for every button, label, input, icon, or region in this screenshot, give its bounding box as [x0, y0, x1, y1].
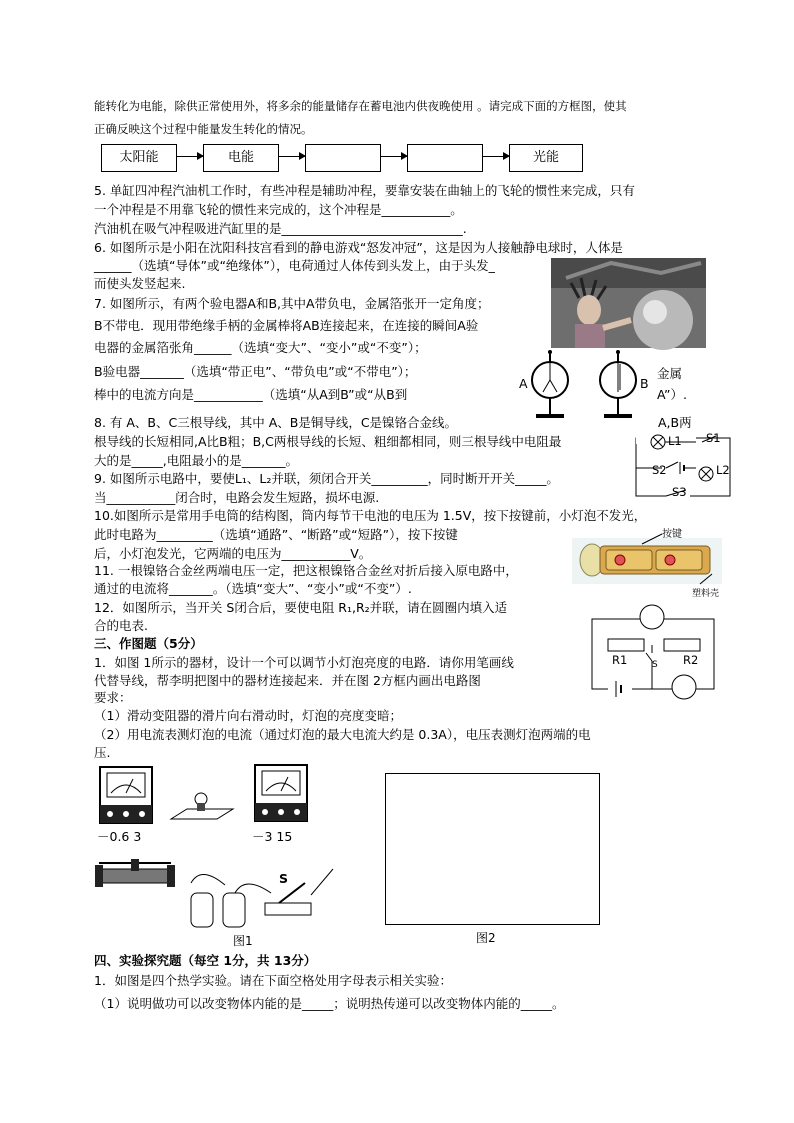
sec3-line-6: 压.	[94, 745, 111, 760]
flow-arrow-3	[380, 156, 407, 157]
flow-box-blank-2[interactable]	[407, 144, 483, 172]
q9-s1-label: S1	[706, 431, 721, 445]
q8-line-1-right: A,B两	[658, 415, 692, 430]
switch-s-label: S	[279, 871, 289, 886]
q7-line-2: B不带电．现用带绝缘手柄的金属棒将AB连接起来，在连接的瞬间A验	[94, 318, 479, 333]
sec3-line-5: （2）用电流表测灯泡的电流（通过灯泡的最大电流大约是 0.3A），电压表测灯泡两端的电	[94, 727, 591, 742]
q5-line-3: 汽油机在吸气冲程吸进汽缸里的是_____________________________.	[94, 221, 467, 236]
q8-line-1: 8. 有 A、B、C三根导线，其中 A、B是铜导线，C是镍铬合金线。	[94, 415, 458, 430]
q9-l1-label: L1	[668, 434, 682, 448]
q5-line-1: 5. 单缸四冲程汽油机工作时，有些冲程是辅助冲程，要靠安装在曲轴上的飞轮的惯性来完成，只有	[94, 183, 635, 198]
q7-line-4: B验电器_______（选填“带正电”、“带负电”或“不带电”）；	[94, 364, 417, 379]
q7-line-1: 7. 如图所示，有两个验电器A和B,其中A带负电，金属箔张开一定角度；	[94, 296, 490, 311]
intro-line-2: 正确反映这个过程中能量发生转化的情况。	[94, 122, 313, 136]
flashlight-figure	[572, 528, 722, 588]
q12-r2-label: R2	[683, 653, 699, 667]
electroscopes-figure	[530, 350, 650, 422]
sec4-line-1: 1．如图是四个热学实验。请在下面空格处用字母表示相关实验：	[94, 973, 452, 988]
intro-line-1: 能转化为电能，除供正常使用外，将多余的能量储存在蓄电池内供夜晚使用 。请完成下面的方框图，使其	[94, 99, 627, 113]
q12-line-2: 合的电表.	[94, 618, 148, 633]
q11-line-2: 通过的电流将_______。（选填“变大”、“变小”或“不变”）.	[94, 581, 412, 596]
q11-line-1: 11. 一根镍铬合金丝两端电压一定，把这根镍铬合金丝对折后接入原电路中，	[94, 563, 518, 578]
sec3-line-3: 要求：	[94, 690, 132, 705]
q5-line-2: 一个冲程是不用靠飞轮的惯性来完成的，这个冲程是___________。	[94, 202, 463, 217]
flow-arrow-1	[176, 156, 203, 157]
q9-l2-label: L2	[716, 463, 730, 477]
electroscope-b-label: B	[640, 376, 649, 391]
figure-2-drawing-box[interactable]	[385, 773, 600, 925]
flow-box-electric: 电能	[203, 144, 279, 172]
static-ball-photo	[551, 258, 706, 348]
ammeter-terminals: －0.6 3	[97, 829, 142, 844]
q9-line-2: 当___________闭合时，电路会发生短路，损坏电源.	[94, 490, 380, 505]
sec4-line-2: （1）说明做功可以改变物体内能的是_____；说明热传递可以改变物体内能的_____。	[94, 996, 565, 1011]
electroscope-a-label: A	[519, 376, 528, 391]
figure-1-caption: 图1	[233, 934, 253, 948]
q7-tail: A”）.	[657, 387, 687, 402]
q6-line-3: 而使头发竖起来.	[94, 276, 186, 291]
section-3-title: 三、作图题（5分）	[94, 636, 203, 651]
sec3-line-4: （1）滑动变阻器的滑片向右滑动时，灯泡的亮度变暗；	[94, 708, 402, 723]
q9-s2-label: S2	[652, 463, 667, 477]
q8-line-2: 根导线的长短相同,A比B粗；B,C两根导线的长短、粗细都相同，则三根导线中电阻最	[94, 434, 562, 449]
q7-line-5: 棒中的电流方向是___________（选填“从A到B”或“从B到	[94, 387, 408, 402]
q12-r1-label: R1	[612, 653, 628, 667]
flow-box-light: 光能	[509, 144, 583, 172]
q8-line-3: 大的是_____,电阻最小的是_______。	[94, 453, 298, 468]
flashlight-key-label: 按键	[662, 529, 682, 540]
q10-line-1: 10.如图所示是常用手电筒的结构图，筒内每节干电池的电压为 1.5V，按下按键前，小灯泡不发光，	[94, 508, 647, 523]
sec3-line-1: 1．如图 1所示的器材，设计一个可以调节小灯泡亮度的电路．请你用笔画线	[94, 655, 514, 670]
q6-line-1: 6. 如图所示是小阳在沈阳科技宫看到的静电游戏“怒发冲冠”，这是因为人接触静电球时，人体是	[94, 240, 623, 255]
voltmeter-terminals: －3 15	[252, 829, 293, 844]
q10-line-3: 后，小灯泡发光，它两端的电压为___________V。	[94, 546, 372, 561]
q12-line-1: 12．如图所示，当开关 S闭合后，要使电阻 R₁,R₂并联，请在圆圈内填入适	[94, 600, 508, 615]
flow-arrow-2	[278, 156, 305, 157]
flow-arrow-4	[482, 156, 509, 157]
sec3-line-2: 代替导线，帮李明把图中的器材连接起来．并在图 2方框内画出电路图	[94, 673, 481, 688]
flashlight-shell-label: 塑料壳	[692, 589, 720, 599]
figure-2-caption: 图2	[476, 931, 496, 945]
flow-box-blank-1[interactable]	[305, 144, 381, 172]
q12-circuit	[588, 603, 718, 699]
q10-line-2: 此时电路为_________（选填“通路”、“断路”或“短路”），按下按键	[94, 527, 458, 542]
figure-1-equipment	[95, 765, 345, 925]
q6-line-2: ______（选填“导体”或“绝缘体”），电荷通过人体传到头发上，由于头发_	[94, 258, 495, 273]
q12-s-label: S	[652, 660, 658, 670]
q7-line-3: 电器的金属箔张角______（选填“变大”、“变小”或“不变”）；	[94, 340, 427, 355]
q9-line-1: 9. 如图所示电路中，要使L₁、L₂并联，须闭合开关_________，同时断开开关_____。	[94, 471, 559, 486]
flow-box-solar: 太阳能	[101, 144, 177, 172]
q7-metal-label: 金属	[657, 366, 683, 381]
q9-s3-label: S3	[672, 485, 687, 499]
section-4-title: 四、实验探究题（每空 1分，共 13分）	[94, 953, 317, 968]
